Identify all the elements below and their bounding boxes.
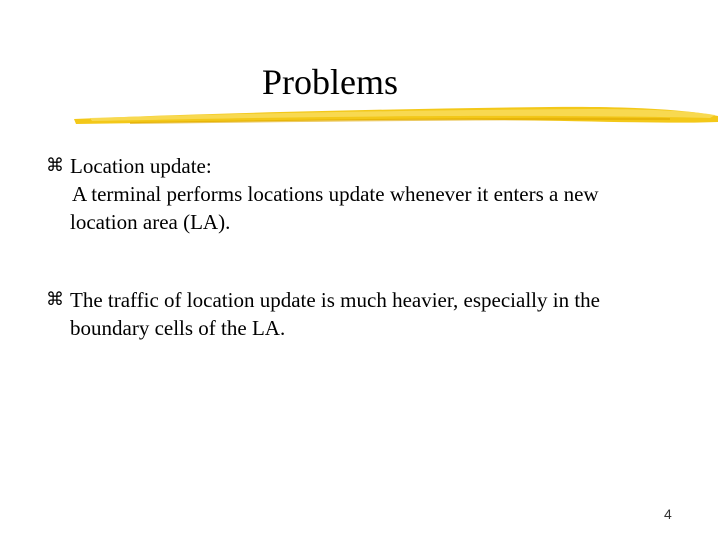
bullet-heading: Location update: — [70, 154, 212, 178]
page-number: 4 — [664, 506, 672, 522]
z-bullet-icon: ⌘ — [46, 289, 64, 310]
bullet-location-update — [46, 152, 666, 236]
z-bullet-icon: ⌘ — [46, 155, 64, 176]
slide-title: Problems — [262, 62, 399, 102]
bullet-text: A terminal performs locations update whenever it enters a new location area (LA). — [70, 182, 599, 234]
title-underline-brushstroke — [70, 100, 720, 130]
bullet-traffic — [46, 286, 666, 342]
bullet-text: The traffic of location update is much heavier, especially in the boundary cells of the LA. — [70, 288, 600, 340]
